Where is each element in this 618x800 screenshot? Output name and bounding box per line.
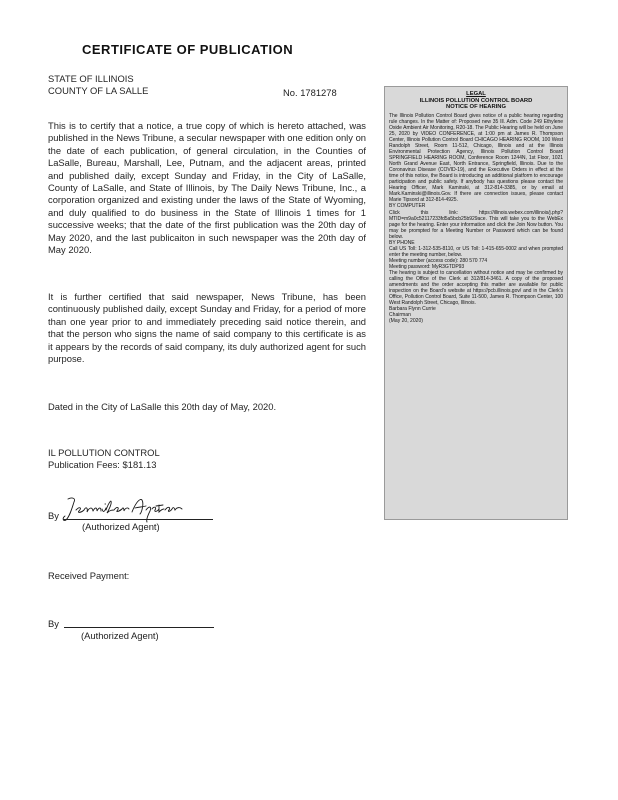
clipping-paragraph: BY PHONE [389, 239, 415, 246]
client-name: IL POLLUTION CONTROL [48, 447, 160, 458]
clipping-board-heading: ILLINOIS POLLUTION CONTROL BOARD [419, 97, 533, 104]
clipping-signer: Barbara Flynn Currie [389, 306, 436, 313]
clipping-paragraph: Meeting number (access code): 280 570 774 [389, 257, 488, 264]
certification-paragraph: This is to certify that a notice, a true copy of which is hereto attached, was published in the News Tribune, a secular newspaper with one edition only on the date of each publication, of general circulation, in the Counties of LaSalle, Bureau, Marshall, Lee, Putnam, and the adjacent areas, printed and published daily, except Sunday and Friday, in the City of LaSalle, County of LaSalle, and State of Illinois, by The Daily News Tribune, Inc., a corporation organized and existing under the laws of the State of Wyoming, and duly qualified to do business in the State of Illinois 1 times for 1 successive weeks; that the date of the first publication was the 20th day of May 2020, and the last publicaiton in such newspaper was the 20th day of May 2020. [48, 120, 366, 256]
received-payment-label: Received Payment: [48, 570, 130, 581]
clipping-paragraph: Call US Toll: 1-312-535-8110, or US Toll: 1-415-655-0002 and when prompted enter the meeting number, below. [389, 245, 563, 258]
clipping-paragraph: The Illinois Pollution Control Board gives notice of a public hearing regarding rule changes. In the Matter of: Proposed new 35 Ill. Adm. Code 249 Ethylene Oxide Ambient Air Monitoring, R20-18. The Public Hearing will be held on June 25, 2020 by VIDEO CONFERENCE, at 1:00 pm at James R. Thompson Center, Illinois Pollution Control Board CHICAGO HEARING ROOM, 100 West Randolph Street, Room 11-512, Chicago, Illinois and at the Illinois Environmental Protection Agency, Illinois Pollution Control Board SPRINGFIELD HEARING ROOM, Conference Room 1244N, 1st Floor, 1021 North Grand Avenue East, North Entrance, Springfield, Illinois. Due to the Coronavirus Disease (COVID-19), and the Executive Orders in effect at the time of this notice, the Board is introducing an additional platform to encourage participation and public safety. If anybody has questions please contact the Hearing Officer, Mark Kaminski, at 312-814-3385, or by email at Mark.Kaminski@illinois.Gov. If there are connection issues, please contact Marie Tipsord at 312-814-4925. [389, 112, 563, 204]
by-label: By [48, 510, 59, 521]
certificate-number: No. 1781278 [283, 87, 337, 98]
authorized-agent-label-payment: (Authorized Agent) [81, 630, 159, 641]
clipping-notice-heading: NOTICE OF HEARING [446, 104, 506, 111]
clipping-signer-title: Chairman [389, 312, 411, 319]
certificate-title: CERTIFICATE OF PUBLICATION [82, 42, 294, 57]
clipping-paragraph: BY COMPUTER [389, 203, 426, 210]
state-label: STATE OF ILLINOIS [48, 73, 134, 84]
county-label: COUNTY OF LA SALLE [48, 85, 149, 96]
dated-line: Dated in the City of LaSalle this 20th day of May, 2020. [48, 401, 277, 412]
authorized-agent-label: (Authorized Agent) [82, 521, 160, 532]
newspaper-clipping [384, 86, 568, 520]
by-label-payment: By [48, 618, 59, 629]
payment-signature-line [64, 627, 214, 628]
clipping-paragraph: Click this link: https://illinois.webex.com/illinois/j.php?MTID=m9a0c52117233fd5a5bcb25b929ace. This will take you to the WebEx page for the hearing. Enter your information and click the Join Now button. You may be prompted for a Meeting Number or Password which can be found below. [389, 209, 563, 240]
signature-line [63, 519, 213, 520]
continuity-paragraph: It is further certified that said newspaper, News Tribune, has been continuously published daily, except Sunday and Friday, for a period of more than one year prior to and immediately preceding said notice therein, and that the person who signs the name of said company to this certificate is as it appears by the records of said company, its duly authorized agent for such purpose. [48, 291, 366, 365]
clipping-paragraph: The hearing is subject to cancellation without notice and may be confirmed by calling the Office of the Clerk at 312/814-3461. A copy of the proposed amendments and the order accepting this matter are available for public inspection on the Board's website at https://pcb.illinois.gov/ and in the Clerk's Office, Pollution Control Board, Suite 11-500, James R. Thompson Center, 100 West Randolph Street, Chicago, Illinois. [389, 270, 563, 307]
clipping-legal-heading: LEGAL [466, 91, 486, 97]
clipping-date: (May 20, 2020) [389, 318, 423, 325]
publication-fees: Publication Fees: $181.13 [48, 459, 157, 470]
signature-block [48, 500, 248, 540]
clipping-paragraph: Meeting password: MyR3GTDP93 [389, 263, 465, 270]
